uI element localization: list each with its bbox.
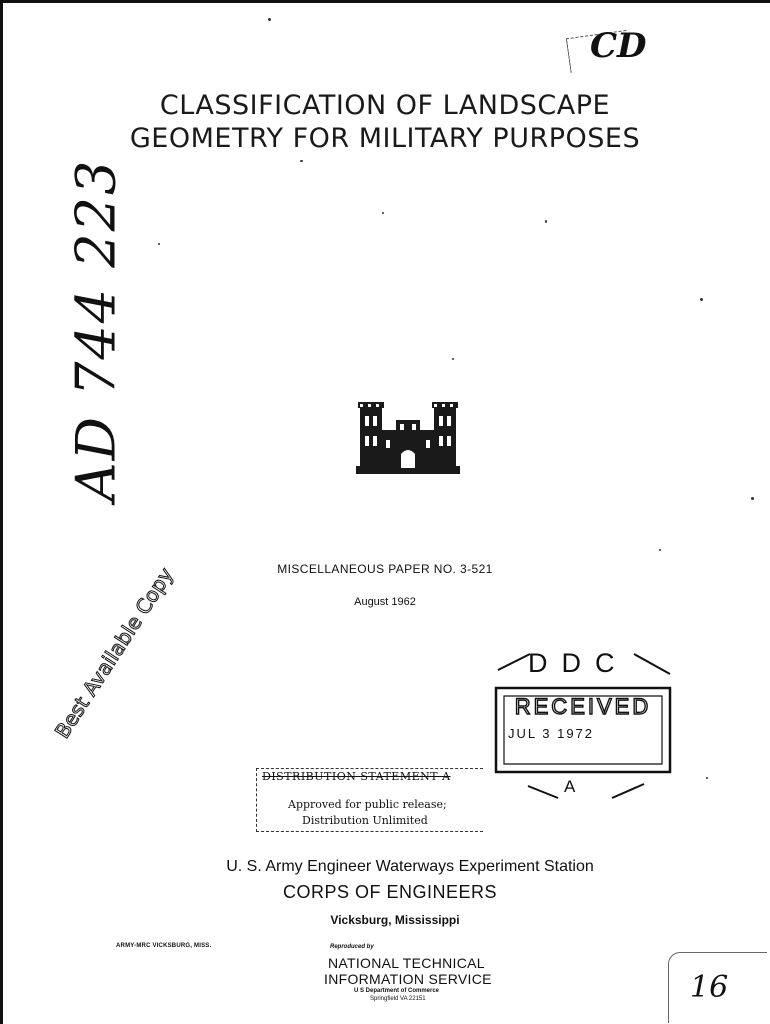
distribution-heading: DISTRIBUTION STATEMENT A: [262, 770, 451, 783]
scan-speck: [659, 549, 661, 551]
scan-speck: [382, 212, 384, 214]
document-title-line-2: GEOMETRY FOR MILITARY PURPOSES: [129, 123, 641, 154]
scan-speck: [452, 358, 454, 360]
handwritten-accession-number: AD 744 223: [64, 158, 128, 502]
ntis-line-2: INFORMATION SERVICE: [324, 971, 492, 987]
scan-speck: [700, 298, 703, 301]
scan-speck: [300, 160, 303, 162]
station-name: U. S. Army Engineer Waterways Experiment Station: [226, 858, 594, 875]
corps-name: CORPS OF ENGINEERS: [282, 882, 498, 902]
scan-border-top: [0, 0, 770, 3]
ddc-received-word: RECEIVED: [514, 694, 652, 719]
paper-number: MISCELLANEOUS PAPER NO. 3-521: [277, 562, 493, 576]
handwritten-page-mark: 16: [690, 970, 729, 1005]
ntis-department: U S Department of Commerce: [354, 988, 440, 994]
ntis-line-1: NATIONAL TECHNICAL: [328, 955, 485, 971]
printer-line: ARMY-MRC VICKSBURG, MISS.: [116, 943, 212, 949]
corner-handwritten-mark: CD: [590, 26, 647, 66]
scan-speck: [751, 497, 754, 500]
ntis-reproduced-by: Reproduced by: [330, 944, 374, 950]
scan-speck: [268, 18, 271, 21]
scan-speck: [706, 777, 708, 779]
ddc-received-date: JUL 3 1972: [508, 726, 595, 741]
publication-date: August 1962: [354, 596, 416, 608]
best-available-copy-stamp: Best Available Copy: [49, 563, 179, 743]
document-title-line-1: CLASSIFICATION OF LANDSCAPE: [159, 90, 611, 121]
ddc-mark: A: [564, 777, 576, 796]
scan-speck: [158, 243, 160, 245]
ddc-letters: DDC: [528, 648, 629, 678]
castle-icon: [356, 402, 460, 474]
ntis-address: Springfield VA 22151: [370, 996, 426, 1002]
distribution-unlimited: Distribution Unlimited: [302, 814, 428, 827]
distribution-approval: Approved for public release;: [288, 798, 447, 811]
scan-speck: [545, 220, 547, 223]
location: Vicksburg, Mississippi: [330, 913, 460, 927]
